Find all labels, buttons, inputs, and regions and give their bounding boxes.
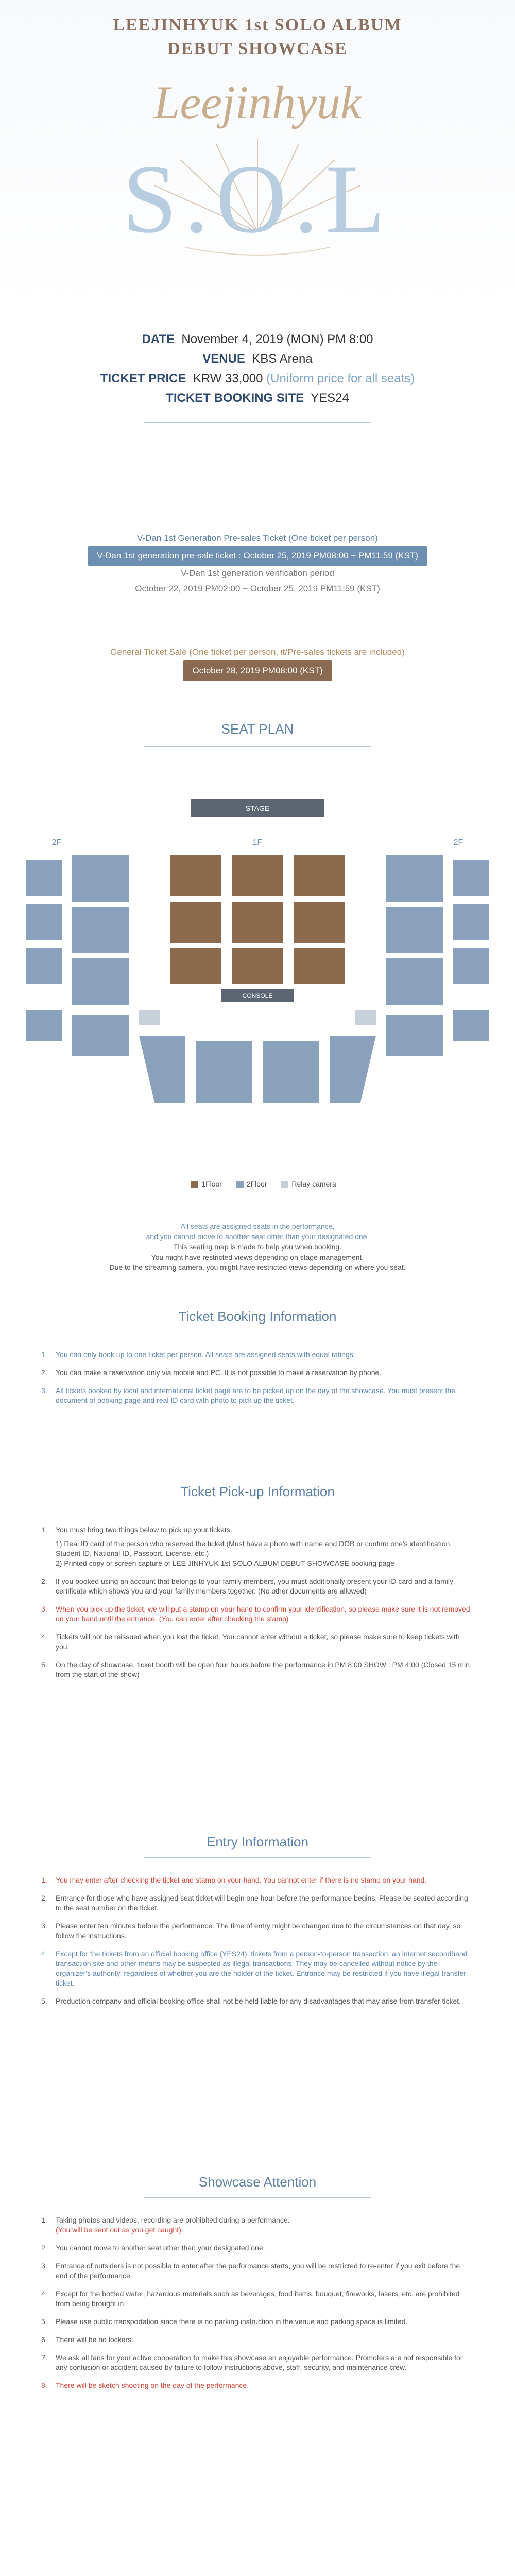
- date-row: DATE November 4, 2019 (MON) PM 8:00: [142, 332, 373, 346]
- booking-list: 1. You can only book up to one ticket per person. All seats are assigned seats with equal ratings. 2. You can make a reservation only via mobile and PC. It is not possible to make a reservation by phone. 3. All tickets booked by local and international ticket page are to be picked up on the day of the showcase. You must present the document of booking page and real ID card with photo to pick up the ticket.: [41, 1350, 455, 1404]
- floor-label-left: 2F: [52, 838, 62, 847]
- event-info: [0, 330, 515, 408]
- seat-block-2f: [139, 1036, 185, 1103]
- entry-list: 1. You may enter after checking the ticket and stamp on your hand. You cannot enter if there is no stamp on your hand. 2. Entrance for those who have assigned seat ticket will begin one hour before the performance begins. Please be seated according to the seat number on the ticket. 3. Please enter ten minutes before the performance. The time of entry might be changed due to the circumstances on that day, so follow the instructions. 4. Except for the tickets from an official booking office (YES24), tickets from a person-to-person transaction, an internet secondhand transaction site and other means may be suspected as illegal transactions. They may be cancelled without notice by the organizer's authority, regardless of whether you are the holder of the ticket. Entrance may be restricted if you have illegal transfer ticket. 5. Production company and official booking office shall not be held liable for any disadvantages that may arise from transfer ticket.: [41, 1876, 468, 2005]
- relay-camera-block: [139, 1010, 160, 1025]
- price-row: TICKET PRICE KRW 33,000 (Uniform price for all seats): [100, 371, 415, 385]
- seat-block-2f: [26, 860, 62, 896]
- seat-block-1f: [170, 902, 221, 943]
- seat-block-1f: [232, 855, 283, 896]
- seat-notes: All seats are assigned seats in the performance, and you cannot move to another seat other than your designated one. This seating map is made to help you when booking. You might have restricted views depending on stage management. Due to the streaming camera, you might have restricted views depending on where you seat.: [109, 1222, 406, 1272]
- seat-block-2f: [72, 907, 129, 953]
- seat-block-2f: [386, 907, 443, 953]
- seat-block-1f: [294, 902, 345, 943]
- seat-block-2f: [263, 1041, 319, 1103]
- seat-block-2f: [26, 948, 62, 984]
- seat-block-1f: [232, 902, 283, 943]
- stage-label: STAGE: [245, 804, 270, 812]
- seat-legend: 1Floor 2Floor Relay camera: [0, 1180, 515, 1188]
- presale-title: V-Dan 1st Generation Pre-sales Ticket (One ticket per person): [137, 533, 378, 543]
- legend-swatch-1f: [191, 1181, 198, 1188]
- seat-block-2f: [386, 855, 443, 902]
- album-title-line1: LEEJINHYUK 1st SOLO ALBUM: [113, 15, 402, 35]
- seat-block-2f: [453, 1010, 489, 1041]
- seat-block-2f: [72, 958, 129, 1005]
- seat-block-2f: [72, 1015, 129, 1056]
- presale-section: [0, 531, 515, 597]
- attention-heading: Showcase Attention: [198, 2174, 317, 2190]
- seat-plan-heading: SEAT PLAN: [221, 721, 294, 737]
- divider: [144, 2197, 371, 2198]
- entry-heading: Entry Information: [207, 1834, 308, 1850]
- sol-logo: [0, 62, 515, 278]
- seat-block-2f: [386, 1015, 443, 1056]
- verify-period: October 22, 2019 PM02:00 ~ October 25, 2019 PM11:59 (KST): [135, 584, 380, 594]
- console-label: CONSOLE: [242, 992, 273, 999]
- logo-script-text: Leejinhyuk: [153, 76, 362, 129]
- attention-list: 1. Taking photos and videos, recording are prohibited during a performance. (You will be sent out as you get caught) 2. You cannot move to another seat other than your designated one. 3. Entrance of outsiders is not possible to enter after the performance starts, you will be restricted to re-enter if you exit before the end of the performance. 4. Except for the bottled water, hazardous materials such as beverages, food items, bouquet, fireworks, lasers, etc. are prohibited from being brought in. 5. Please use public transportation since there is no parking instruction in the venue and parking space is limited. 6. There will be no lockers. 7. We ask all fans for your active cooperation to make this showcase an enjoyable performance. Promoters are not responsible for any confusion or accident caused by failure to follow instructions above, staff, security, and maintenance crew. 8. There will be sketch shooting on the day of the performance.: [41, 2216, 463, 2389]
- venue-row: VENUE KBS Arena: [202, 352, 313, 366]
- booking-heading: Ticket Booking Information: [178, 1309, 337, 1324]
- seat-block-2f: [72, 855, 129, 902]
- seat-block-1f: [170, 948, 221, 984]
- pickup-heading: Ticket Pick-up Information: [180, 1484, 335, 1499]
- floor-label-center: 1F: [252, 838, 263, 847]
- seat-block-1f: [294, 855, 345, 896]
- seat-block-2f: [453, 860, 489, 896]
- general-sale-section: [0, 644, 515, 681]
- site-row: TICKET BOOKING SITE YES24: [166, 391, 349, 405]
- general-sale-date-box: October 28, 2019 PM08:00 (KST): [183, 660, 332, 681]
- seat-block-1f: [294, 948, 345, 984]
- general-sale-title: General Ticket Sale (One ticket per person, it/Pre-sales tickets are included): [110, 647, 405, 657]
- seat-block-2f: [330, 1036, 376, 1103]
- legend-swatch-2f: [236, 1181, 244, 1188]
- pickup-list: 1. You must bring two things below to pick up your tickets. 1) Real ID card of the person who reserved the ticket (Must have a photo with name and DOB or confirm one's identification. Student ID, National ID, Passport, License, etc.) 2) Printed copy or screen capture of LEE JINHYUK 1st SOLO ALBUM DEBUT SHOWCASE booking page 2. If you booked using an account that belongs to your family members, you must additionally present your ID card and a family certificate which shows you and your family members together. (No other documents are allowed) 3. When you pick up the ticket, we will put a stamp on your hand to confirm your identification, so please make sure it is not removed on your hand until the entrance. (You can enter after checking the stamp) 4. Tickets will not be reissued when you lost the ticket. You cannot enter without a ticket, so please make sure to keep tickets with you. 5. On the day of showcase, ticket booth will be open four hours before the performance in PM 8:00 SHOW : PM 4:00 (Closed 15 min. from the start of the show): [41, 1526, 472, 1679]
- album-title-line2: DEBUT SHOWCASE: [167, 39, 348, 58]
- divider: [144, 422, 371, 423]
- seat-block-2f: [386, 958, 443, 1005]
- legend-swatch-camera: [281, 1181, 288, 1188]
- seat-map: [15, 793, 500, 1154]
- verify-title: V-Dan 1st generation verification period: [181, 568, 334, 578]
- seat-block-2f: [453, 904, 489, 940]
- seat-block-1f: [170, 855, 221, 896]
- logo-big-text: S.O.L: [123, 145, 392, 253]
- floor-label-right: 2F: [453, 838, 464, 847]
- seat-block-2f: [26, 904, 62, 940]
- divider: [144, 746, 371, 747]
- seat-block-2f: [26, 1010, 62, 1041]
- presale-period-box: V-Dan 1st generation pre-sale ticket : October 25, 2019 PM08:00 ~ PM11:59 (KST): [88, 546, 427, 566]
- divider: [144, 1857, 371, 1858]
- seat-block-2f: [453, 948, 489, 984]
- seat-block-2f: [196, 1041, 252, 1103]
- relay-camera-block: [355, 1010, 376, 1025]
- seat-block-1f: [232, 948, 283, 984]
